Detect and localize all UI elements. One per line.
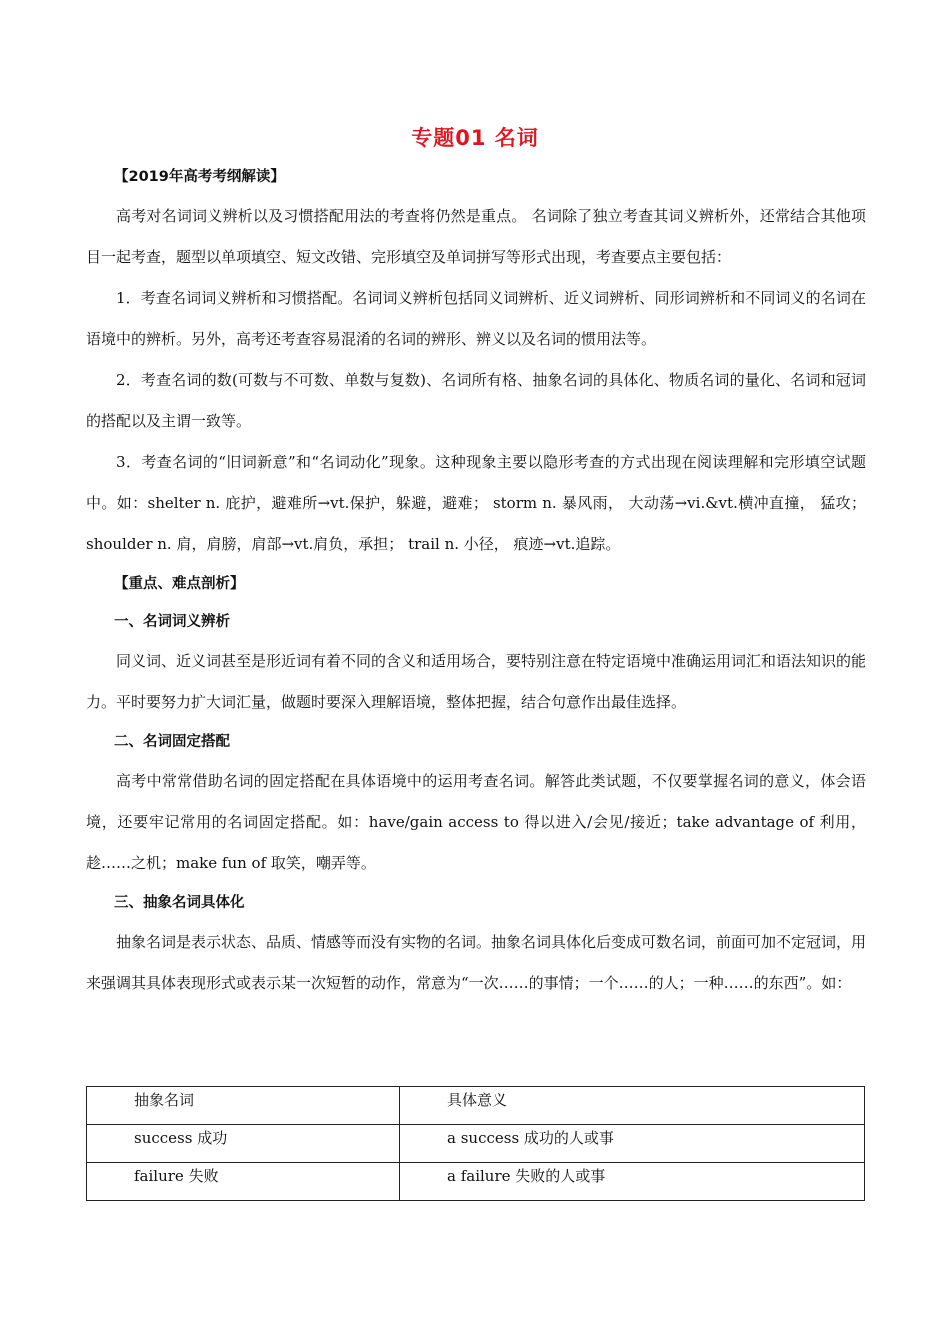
table-header-cell: 抽象名词 bbox=[87, 1087, 400, 1125]
section-2-text: 高考中常常借助名词的固定搭配在具体语境中的运用考查名词。解答此类试题，不仅要掌握名词的意义，体会语境，还要牢记常用的名词固定搭配。如：have/gain access to 得以进入/会见/接近；take advantage of 利用，趁……之机；make fun of 取笑，嘲弄等。 bbox=[86, 772, 866, 872]
intro-paragraph: 高考对名词词义辨析以及习惯搭配用法的考查将仍然是重点。 名词除了独立考查其词义辨析外，还常结合其他项目一起考查，题型以单项填空、短文改错、完形填空及单词拼写等形式出现，考查要点主要包括： bbox=[86, 207, 866, 266]
table-header-row bbox=[87, 1087, 865, 1125]
analysis-heading: 【重点、难点剖析】 bbox=[114, 576, 245, 592]
page-title: 专题01 名词 bbox=[411, 126, 539, 150]
table-header-cell: 具体意义 bbox=[400, 1087, 865, 1125]
table-cell: a failure 失败的人或事 bbox=[400, 1163, 865, 1201]
table-cell: success 成功 bbox=[87, 1125, 400, 1163]
section-1-heading: 一、名词词义辨析 bbox=[114, 614, 230, 630]
table-cell: failure 失败 bbox=[87, 1163, 400, 1201]
point-3-text: 3．考查名词的“旧词新意”和“名词动化”现象。这种现象主要以隐形考查的方式出现在阅读理解和完形填空试题中。如： bbox=[86, 453, 866, 512]
table-row bbox=[87, 1125, 865, 1163]
noun-table bbox=[86, 1086, 865, 1201]
document-body bbox=[86, 158, 866, 1004]
point-1: 1．考查名词词义辨析和习惯搭配。名词词义辨析包括同义词辨析、近义词辨析、同形词辨析和不同词义的名词在语境中的辨析。另外，高考还考查容易混淆的名词的辨形、辨义以及名词的惯用法等。 bbox=[86, 289, 866, 348]
section-3-heading: 三、抽象名词具体化 bbox=[114, 895, 245, 911]
outline-heading: 【2019年高考考纲解读】 bbox=[114, 169, 285, 185]
point-3-examples: shelter n. 庇护，避难所→vt.保护，躲避，避难； storm n. 暴风雨， 大动荡→vi.&vt.横冲直撞， 猛攻； shoulder n. 肩，肩膀，肩部→vt.肩负，承担； trail n. 小径， 痕迹→vt.追踪。 bbox=[86, 494, 866, 553]
section-1-text: 同义词、近义词甚至是形近词有着不同的含义和适用场合，要特别注意在特定语境中准确运用词汇和语法知识的能力。平时要努力扩大词汇量，做题时要深入理解语境，整体把握，结合句意作出最佳选择。 bbox=[86, 652, 867, 711]
section-3-text: 抽象名词是表示状态、品质、情感等而没有实物的名词。抽象名词具体化后变成可数名词，前面可加不定冠词，用来强调其具体表现形式或表示某一次短暂的动作，常意为“一次……的事情；一个……的人；一种……的东西”。如： bbox=[86, 933, 867, 992]
table-row bbox=[87, 1163, 865, 1201]
point-2: 2．考查名词的数(可数与不可数、单数与复数)、名词所有格、抽象名词的具体化、物质名词的量化、名词和冠词的搭配以及主谓一致等。 bbox=[86, 371, 866, 430]
point-3 bbox=[86, 442, 866, 565]
section-2-heading: 二、名词固定搭配 bbox=[114, 734, 230, 750]
table-cell: a success 成功的人或事 bbox=[400, 1125, 865, 1163]
